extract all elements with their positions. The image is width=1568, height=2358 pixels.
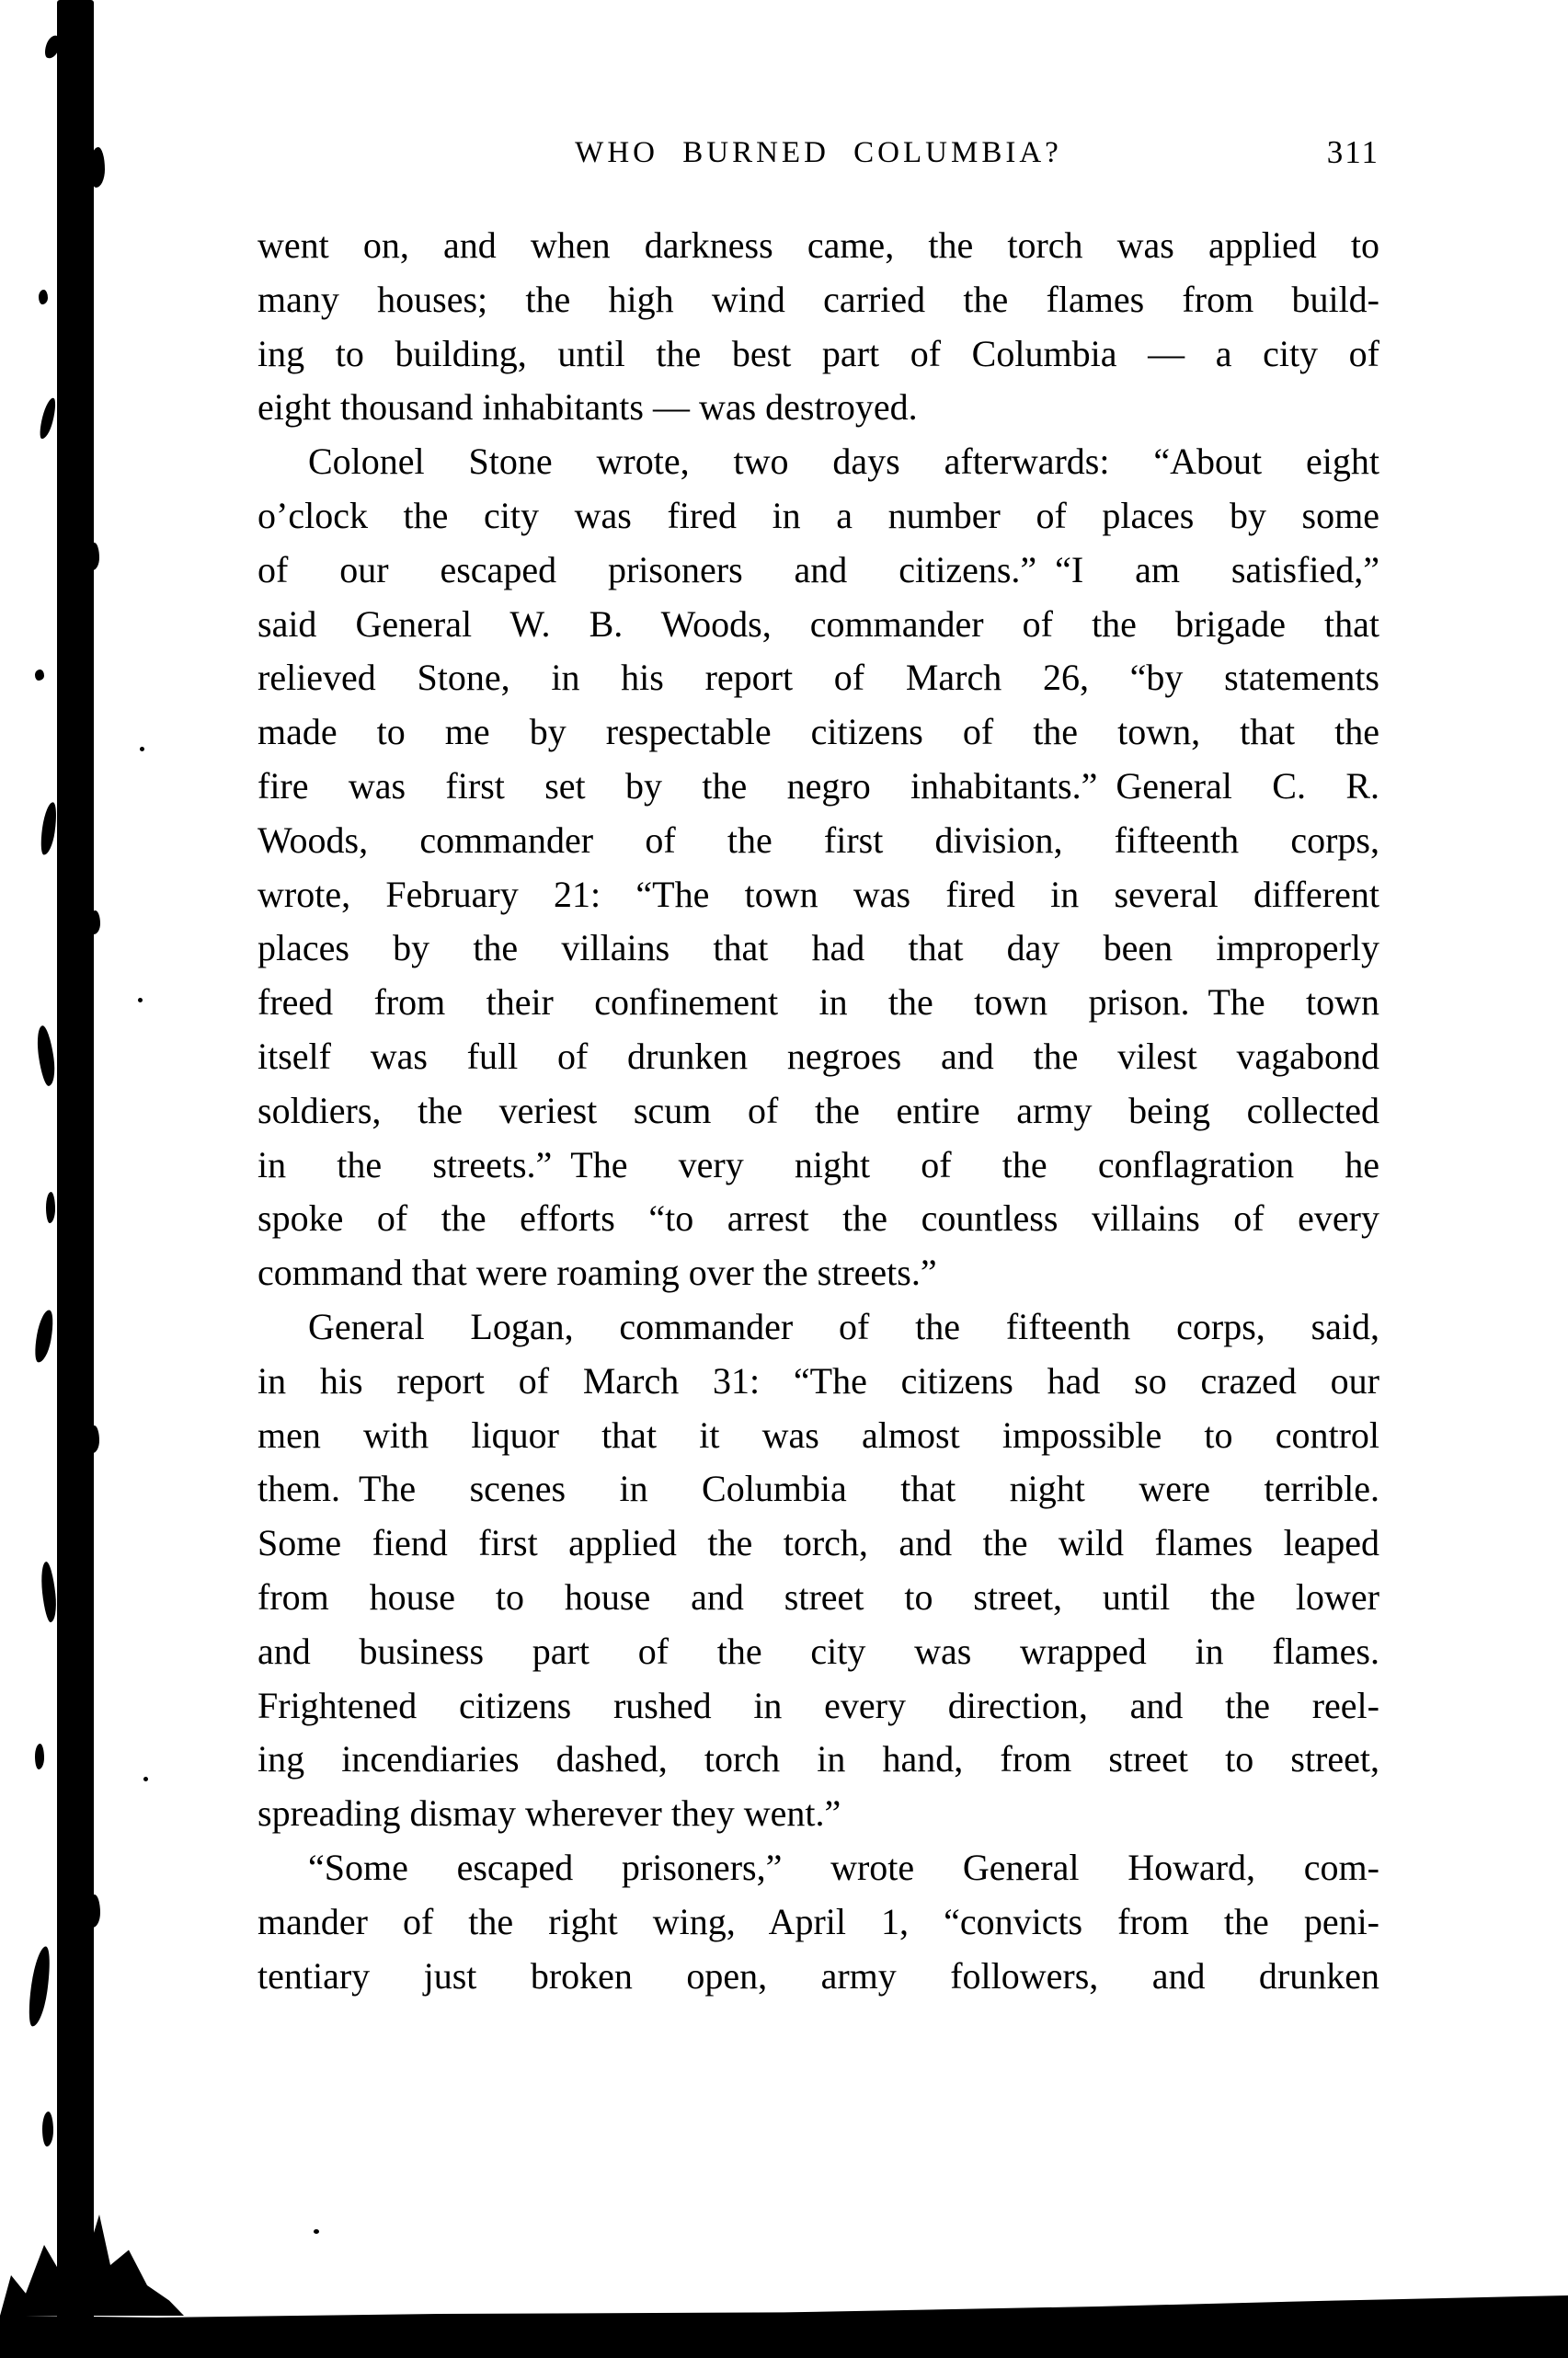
ink-blob: [40, 1561, 59, 1622]
text-line: many houses; the high wind carried the flames from build-: [258, 278, 1379, 320]
ink-blob: [26, 1945, 53, 2028]
ink-blob: [88, 543, 99, 570]
text-line: wrote, February 21: “The town was fired in several different: [258, 873, 1379, 915]
text-line: ing incendiaries dashed, torch in hand, from street to street,: [258, 1738, 1379, 1780]
page-title: WHO BURNED COLUMBIA?: [575, 136, 1062, 169]
ink-blob: [89, 910, 100, 934]
text-line: places by the villains that had that day been improperly: [258, 927, 1379, 969]
running-head: [258, 136, 1379, 180]
text-line: command that were roaming over the streets.”: [258, 1252, 937, 1294]
text-line: tentiary just broken open, army followers, and drunken: [258, 1954, 1379, 1997]
ink-blob: [39, 290, 48, 304]
text-line: fire was first set by the negro inhabitants.” General C. R.: [258, 764, 1379, 807]
text-line: soldiers, the veriest scum of the entire army being collected: [258, 1089, 1379, 1131]
text-line: went on, and when darkness came, the torch was applied to: [258, 224, 1379, 266]
text-line: Colonel Stone wrote, two days afterwards: “About eight: [308, 441, 1379, 483]
ink-blob: [42, 2112, 53, 2146]
text-line: from house to house and street to street, until the lower: [258, 1575, 1379, 1618]
ink-blob: [34, 1024, 57, 1087]
text-line: men with liquor that it was almost impossible to control: [258, 1414, 1379, 1456]
ink-blob: [38, 396, 59, 441]
text-line: mander of the right wing, April 1, “convicts from the peni-: [258, 1900, 1379, 1942]
speck: [143, 1777, 148, 1781]
ink-blob: [35, 1744, 44, 1769]
speck: [314, 2229, 319, 2234]
text-line: eight thousand inhabitants — was destroyed.: [258, 386, 918, 429]
ink-blob: [88, 1425, 99, 1453]
body-text: [258, 219, 1379, 2003]
text-line: General Logan, commander of the fifteenth corps, said,: [308, 1305, 1379, 1347]
text-line: relieved Stone, in his report of March 26, “by statements: [258, 657, 1379, 699]
text-line: in his report of March 31: “The citizens had so crazed our: [258, 1359, 1379, 1402]
text-line: made to me by respectable citizens of the town, that the: [258, 711, 1379, 753]
text-line: ing to building, until the best part of Columbia — a city of: [258, 332, 1379, 374]
text-line: said General W. B. Woods, commander of the brigade that: [258, 602, 1379, 645]
ink-blob: [87, 1894, 100, 1928]
text-line: “Some escaped prisoners,” wrote General Howard, com-: [308, 1846, 1379, 1888]
page-number: 311: [1326, 134, 1379, 170]
ink-blob: [39, 801, 59, 855]
binding-shadow-band: [57, 0, 94, 2358]
text-line: spoke of the efforts “to arrest the countless villains of every: [258, 1197, 1379, 1240]
text-line: itself was full of drunken negroes and the vilest vagabond: [258, 1035, 1379, 1077]
text-line: and business part of the city was wrapped in flames.: [258, 1630, 1379, 1672]
text-line: Frightened citizens rushed in every direction, and the reel-: [258, 1684, 1379, 1726]
ink-blob: [32, 1309, 56, 1364]
text-line: them. The scenes in Columbia that night were terrible.: [258, 1468, 1379, 1510]
text-line: o’clock the city was fired in a number of places by some: [258, 494, 1379, 536]
text-line: of our escaped prisoners and citizens.” “I am satisfied,”: [258, 548, 1379, 590]
ink-blob: [90, 147, 105, 188]
speck: [140, 747, 144, 751]
text-line: Some fiend first applied the torch, and the wild flames leaped: [258, 1522, 1379, 1564]
bottom-edge-shadow: [0, 2284, 1568, 2358]
text-line: spreading dismay wherever they went.”: [258, 1792, 841, 1835]
ink-blob: [46, 1192, 55, 1223]
text-line: freed from their confinement in the town prison. The town: [258, 981, 1379, 1024]
text-line: in the streets.” The very night of the conflagration he: [258, 1143, 1379, 1185]
ink-blob: [35, 670, 44, 681]
speck: [138, 998, 143, 1002]
text-line: Woods, commander of the first division, fifteenth corps,: [258, 818, 1379, 861]
